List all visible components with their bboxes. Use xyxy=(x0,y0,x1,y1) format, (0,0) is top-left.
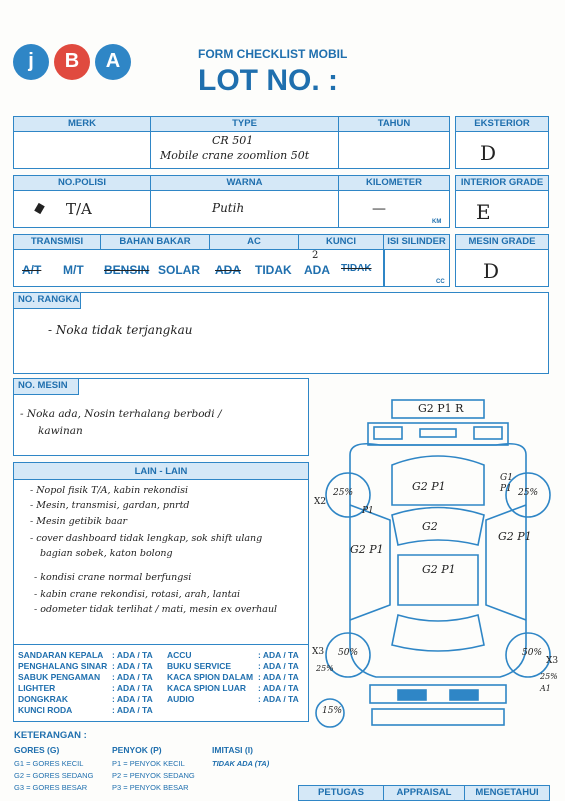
exterior-grade-header: EKSTERIOR xyxy=(455,116,549,132)
no-mesin-line1: - Noka ada, Nosin terhalang berbodi / xyxy=(20,408,222,420)
note-line: - Nopol fisik T/A, kabin rekondisi xyxy=(30,485,189,496)
mark-x3-right: X3 xyxy=(546,656,559,666)
interior-grade-header: INTERIOR GRADE xyxy=(455,175,549,191)
check-label: BUKU SERVICE xyxy=(167,661,232,671)
kunci-header: KUNCI xyxy=(298,234,384,250)
kunci-tidak[interactable]: TIDAK xyxy=(341,263,372,274)
rear-bumper-shape xyxy=(372,709,504,725)
transmisi-header: TRANSMISI xyxy=(13,234,101,250)
right-door-shape xyxy=(486,505,526,620)
divider xyxy=(14,644,308,645)
lain-lain-header: LAIN - LAIN xyxy=(13,462,309,480)
note-line: - Mesin getibik baar xyxy=(30,516,128,527)
rear-panel-shape xyxy=(370,685,506,703)
lot-number-label: LOT NO. : xyxy=(198,64,338,97)
exterior-grade-cell[interactable] xyxy=(455,131,549,169)
nopol-value: T/A xyxy=(66,200,92,218)
merk-cell[interactable] xyxy=(13,131,151,169)
check-value[interactable]: : ADA / TA xyxy=(112,661,153,671)
damage-right-door: G2 P1 xyxy=(498,530,532,543)
interior-grade-value: E xyxy=(476,200,491,224)
check-label: KACA SPION LUAR xyxy=(167,683,247,693)
logo-circle-a xyxy=(95,44,131,80)
mengetahui-header: MENGETAHUI xyxy=(464,785,550,801)
tire-front-left: 25% xyxy=(333,488,354,498)
damage-front-bumper: G2 P1 R xyxy=(418,402,464,415)
merk-header: MERK xyxy=(13,116,151,132)
mark-x2: X2 xyxy=(314,497,327,507)
tire-front-right: 25% xyxy=(518,488,539,498)
no-rangka-value: - Noka tidak terjangkau xyxy=(48,323,193,337)
warna-header: WARNA xyxy=(150,175,339,191)
bahan-bakar-header: BAHAN BAKAR xyxy=(100,234,210,250)
mark-pct-right: 25% xyxy=(540,672,558,681)
tahun-cell[interactable] xyxy=(338,131,450,169)
check-value[interactable]: : ADA / TA xyxy=(258,683,299,693)
exterior-grade-value: D xyxy=(480,141,497,165)
logo-circle-b xyxy=(54,44,90,80)
ac-ada[interactable]: ADA xyxy=(215,263,241,277)
interior-grade-cell[interactable] xyxy=(455,190,549,228)
type-value-line2: Mobile crane zoomlion 50t xyxy=(160,149,310,162)
isi-silinder-unit: CC xyxy=(436,279,445,285)
damage-hood: G2 P1 xyxy=(412,480,446,493)
logo-letter: B xyxy=(64,50,80,72)
check-label: KACA SPION DALAM xyxy=(167,672,254,682)
check-value[interactable]: : ADA / TA xyxy=(258,661,299,671)
tire-rear-right: 50% xyxy=(522,648,543,658)
check-value[interactable]: : ADA / TA xyxy=(112,672,153,682)
logo xyxy=(13,42,135,82)
penyok-item: P2 = PENYOK SEDANG xyxy=(112,771,195,780)
check-label: LIGHTER xyxy=(18,683,56,693)
tire-rear-left: 50% xyxy=(338,648,359,658)
note-line: - odometer tidak terlihat / mati, mesin ex overhaul xyxy=(34,604,278,615)
penyok-item: P3 = PENYOK BESAR xyxy=(112,783,189,792)
check-label: KUNCI RODA xyxy=(18,705,73,715)
check-label: ACCU xyxy=(167,650,192,660)
windshield-shape xyxy=(392,508,484,546)
check-value[interactable]: : ADA / TA xyxy=(258,694,299,704)
bahan-bakar-bensin[interactable]: BENSIN xyxy=(104,263,150,277)
check-label: AUDIO xyxy=(167,694,195,704)
warna-cell[interactable] xyxy=(150,190,339,228)
mark-x3-left: X3 xyxy=(312,647,325,657)
gores-title: GORES (G) xyxy=(14,745,60,755)
ac-tidak[interactable]: TIDAK xyxy=(255,263,292,277)
damage-left-door: G2 P1 xyxy=(350,543,384,556)
mesin-grade-value: D xyxy=(483,259,500,283)
divider xyxy=(383,250,385,286)
check-label: DONGKRAK xyxy=(18,694,69,704)
petugas-header: PETUGAS xyxy=(298,785,384,801)
form-title: FORM CHECKLIST MOBIL xyxy=(198,47,348,61)
mark-pct-left: 25% xyxy=(316,664,334,673)
gores-item: G3 = GORES BESAR xyxy=(14,783,88,792)
mesin-grade-cell[interactable] xyxy=(455,249,549,287)
logo-letter: A xyxy=(105,50,121,72)
gores-item: G2 = GORES SEDANG xyxy=(14,771,94,780)
gores-item: G1 = GORES KECIL xyxy=(14,759,84,768)
logo-circle-j xyxy=(13,44,49,80)
tahun-header: TAHUN xyxy=(338,116,450,132)
kunci-count: 2 xyxy=(312,250,319,261)
kunci-ada[interactable]: ADA xyxy=(304,263,330,277)
kilometer-header: KILOMETER xyxy=(338,175,450,191)
note-line: - kondisi crane normal berfungsi xyxy=(34,572,192,583)
mark-p1-right: P1 xyxy=(500,484,512,494)
rear-window-shape xyxy=(392,615,484,651)
penyok-item: P1 = PENYOK KECIL xyxy=(112,759,185,768)
imitasi-item: TIDAK ADA (TA) xyxy=(212,759,270,768)
warna-value: Putih xyxy=(212,201,245,215)
check-value[interactable]: : ADA / TA xyxy=(112,694,153,704)
logo-letter: j xyxy=(28,50,34,72)
damage-roof: G2 xyxy=(422,520,438,533)
type-header: TYPE xyxy=(150,116,339,132)
mesin-grade-header: MESIN GRADE xyxy=(455,234,549,250)
isi-silinder-header: ISI SILINDER xyxy=(383,234,450,250)
tire-spare: 15% xyxy=(322,706,343,716)
check-value[interactable]: : ADA / TA xyxy=(112,650,153,660)
mark-g1: G1 xyxy=(500,473,513,483)
damage-rear: G2 P1 xyxy=(422,563,456,576)
check-label: SABUK PENGAMAN xyxy=(18,672,101,682)
check-value[interactable]: : ADA / TA xyxy=(112,705,153,715)
mark-p1-left: P1 xyxy=(362,506,374,516)
no-mesin-line2: kawinan xyxy=(38,425,83,437)
mark-a1: A1 xyxy=(540,684,551,693)
check-label: SANDARAN KEPALA xyxy=(18,650,104,660)
transmisi-at[interactable]: A/T xyxy=(22,263,42,277)
note-line: - cover dashboard tidak lengkap, sok shift ulang xyxy=(30,533,263,544)
imitasi-title: IMITASI (I) xyxy=(212,745,253,755)
ac-header: AC xyxy=(209,234,299,250)
no-mesin-header: NO. MESIN xyxy=(13,378,79,395)
check-value[interactable]: : ADA / TA xyxy=(112,683,153,693)
note-line: bagian sobek, katon bolong xyxy=(40,548,173,559)
penyok-title: PENYOK (P) xyxy=(112,745,162,755)
check-label: PENGHALANG SINAR xyxy=(18,661,108,671)
nopol-header: NO.POLISI xyxy=(13,175,151,191)
note-line: - Mesin, transmisi, gardan, pnrtd xyxy=(30,500,190,511)
check-value[interactable]: : ADA / TA xyxy=(258,672,299,682)
transmisi-mt[interactable]: M/T xyxy=(63,263,84,277)
left-door-shape xyxy=(350,505,390,620)
check-value[interactable]: : ADA / TA xyxy=(258,650,299,660)
legend-title: KETERANGAN : xyxy=(14,730,87,741)
appraisal-header: APPRAISAL xyxy=(383,785,465,801)
kilometer-unit: KM xyxy=(432,219,442,225)
note-line: - kabin crane rekondisi, rotasi, arah, lantai xyxy=(34,589,241,600)
kilometer-value: — xyxy=(372,201,386,217)
no-rangka-header: NO. RANGKA xyxy=(13,292,81,309)
type-value-line1: CR 501 xyxy=(212,134,254,147)
bahan-bakar-solar[interactable]: SOLAR xyxy=(158,263,200,277)
